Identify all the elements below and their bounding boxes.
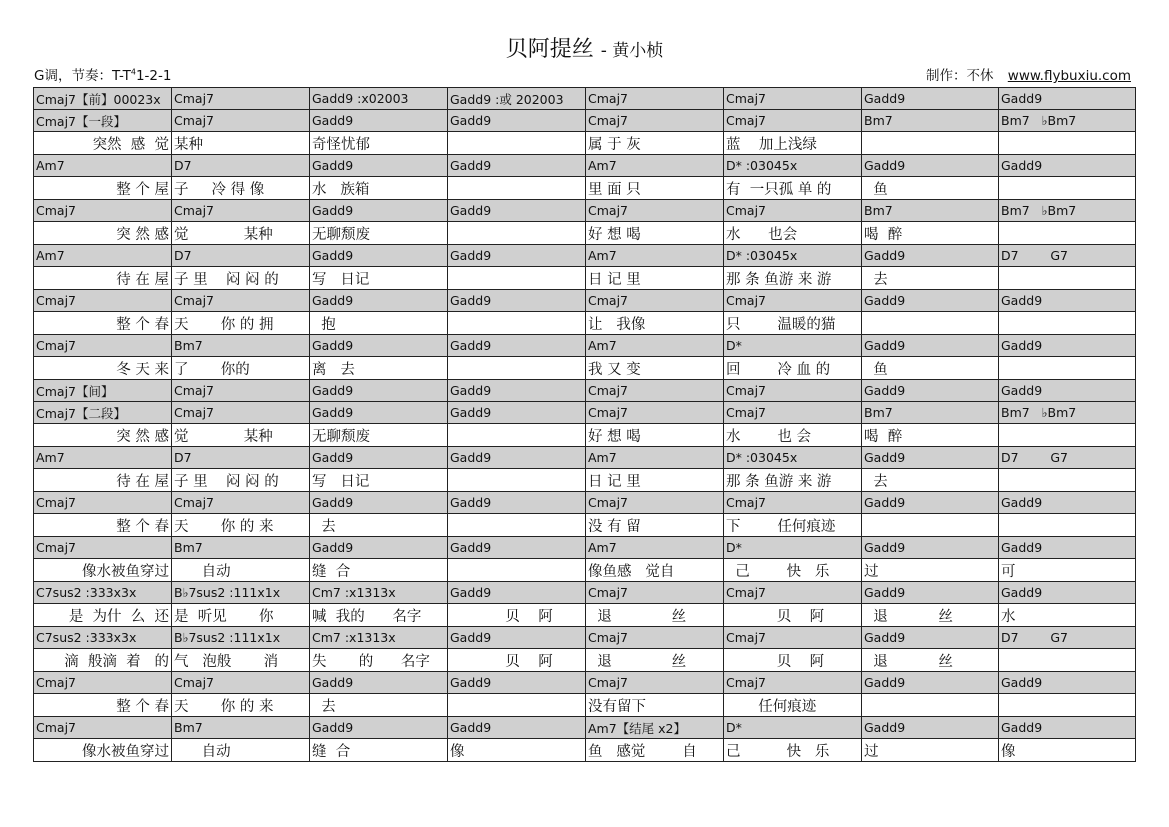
- lyric-cell: 水 也会: [724, 222, 862, 245]
- chord-cell: Bm7: [862, 200, 999, 222]
- lyric-cell: [448, 424, 586, 447]
- lyric-cell: 觉 某种: [172, 222, 310, 245]
- chord-cell: Cmaj7: [724, 627, 862, 649]
- chord-cell: Gadd9: [862, 88, 999, 110]
- chord-row: [34, 110, 1136, 132]
- lyric-cell: [448, 222, 586, 245]
- chord-cell: D7: [172, 155, 310, 177]
- lyric-cell: 鱼: [862, 357, 999, 380]
- chord-cell: Gadd9 :x02003: [310, 88, 448, 110]
- lyric-cell: 蓝 加上浅绿: [724, 132, 862, 155]
- chord-cell: Cmaj7: [34, 492, 172, 514]
- lyric-cell: 去: [310, 514, 448, 537]
- chord-cell: Gadd9: [999, 380, 1136, 402]
- chord-cell: Bm7: [862, 402, 999, 424]
- lyric-row: [34, 357, 1136, 380]
- chord-cell: D* :03045x: [724, 155, 862, 177]
- lyric-cell: 冬 天 来: [34, 357, 172, 380]
- chord-cell: Cmaj7: [724, 492, 862, 514]
- lyric-cell: 整 个 春: [34, 514, 172, 537]
- lyric-cell: 离 去: [310, 357, 448, 380]
- chord-cell: Gadd9: [310, 110, 448, 132]
- chord-cell: Cmaj7: [34, 672, 172, 694]
- lyric-cell: 是 听见 你: [172, 604, 310, 627]
- chord-cell: D* :03045x: [724, 447, 862, 469]
- lyric-row: [34, 267, 1136, 290]
- lyric-cell: 水 也 会: [724, 424, 862, 447]
- chord-cell: Gadd9: [448, 627, 586, 649]
- chord-cell: Gadd9: [448, 717, 586, 739]
- chord-cell: Am7: [586, 537, 724, 559]
- lyric-cell: 贝 阿: [448, 649, 586, 672]
- lyric-row: [34, 649, 1136, 672]
- chord-cell: Gadd9: [448, 200, 586, 222]
- chord-cell: Gadd9: [310, 245, 448, 267]
- chord-cell: Cmaj7: [724, 582, 862, 604]
- lyric-cell: 鱼 感觉 自: [586, 739, 724, 762]
- chord-cell: Am7【结尾 x2】: [586, 717, 724, 739]
- chord-cell: Gadd9: [999, 335, 1136, 357]
- lyric-cell: 那 条 鱼游 来 游: [724, 469, 862, 492]
- lyric-cell: 突 然 感: [34, 222, 172, 245]
- lyric-cell: 下 任何痕迹: [724, 514, 862, 537]
- chord-cell: Cmaj7: [724, 672, 862, 694]
- chord-row: [34, 582, 1136, 604]
- chord-cell: Gadd9: [862, 582, 999, 604]
- key-rhythm-info: [34, 64, 171, 84]
- chord-cell: Gadd9: [862, 380, 999, 402]
- lyric-cell: 整 个 春: [34, 312, 172, 335]
- lyric-cell: 日 记 里: [586, 267, 724, 290]
- lyric-cell: 水: [999, 604, 1136, 627]
- lyric-cell: 抱: [310, 312, 448, 335]
- chord-cell: Cmaj7: [34, 717, 172, 739]
- lyric-cell: 让 我像: [586, 312, 724, 335]
- chord-cell: Am7: [586, 335, 724, 357]
- chord-row: [34, 335, 1136, 357]
- chord-cell: Gadd9: [310, 380, 448, 402]
- chord-cell: Cmaj7【一段】: [34, 110, 172, 132]
- lyric-cell: [448, 267, 586, 290]
- lyric-cell: [448, 559, 586, 582]
- lyric-cell: [448, 312, 586, 335]
- chord-cell: C7sus2 :333x3x: [34, 582, 172, 604]
- chord-cell: Am7: [34, 245, 172, 267]
- lyric-cell: [448, 357, 586, 380]
- lyric-cell: 了 你的: [172, 357, 310, 380]
- chord-cell: B♭7sus2 :111x1x: [172, 582, 310, 604]
- chord-cell: D7 G7: [999, 245, 1136, 267]
- chord-cell: Gadd9: [448, 380, 586, 402]
- lyric-cell: [448, 177, 586, 200]
- chord-cell: Cmaj7: [586, 402, 724, 424]
- lyric-cell: [862, 312, 999, 335]
- chord-cell: Gadd9: [862, 290, 999, 312]
- chord-cell: Gadd9: [999, 88, 1136, 110]
- chord-cell: Gadd9: [999, 155, 1136, 177]
- chord-cell: Gadd9: [999, 492, 1136, 514]
- lyric-cell: 天 你 的 拥: [172, 312, 310, 335]
- lyric-row: [34, 469, 1136, 492]
- lyric-cell: 属 于 灰: [586, 132, 724, 155]
- lyric-cell: [999, 267, 1136, 290]
- lyric-cell: 喊 我的 名字: [310, 604, 448, 627]
- chord-cell: Gadd9: [862, 537, 999, 559]
- lyric-row: [34, 424, 1136, 447]
- chord-cell: Bm7 ♭Bm7: [999, 200, 1136, 222]
- chord-cell: Gadd9: [448, 672, 586, 694]
- lyric-row: [34, 132, 1136, 155]
- chord-cell: Cmaj7: [34, 537, 172, 559]
- lyric-cell: [448, 469, 586, 492]
- chord-cell: B♭7sus2 :111x1x: [172, 627, 310, 649]
- lyric-cell: 有 一只孤 单 的: [724, 177, 862, 200]
- chord-cell: Cm7 :x1313x: [310, 582, 448, 604]
- lyric-cell: [448, 694, 586, 717]
- chord-cell: Cmaj7: [172, 110, 310, 132]
- chord-cell: Gadd9: [310, 290, 448, 312]
- lyric-cell: 无聊颓废: [310, 424, 448, 447]
- chord-cell: Cmaj7: [586, 110, 724, 132]
- lyric-cell: 缝 合: [310, 559, 448, 582]
- lyric-cell: 天 你 的 来: [172, 514, 310, 537]
- chord-cell: Gadd9: [448, 492, 586, 514]
- chord-row: [34, 245, 1136, 267]
- lyric-cell: [999, 469, 1136, 492]
- chord-cell: Cmaj7: [724, 88, 862, 110]
- lyric-cell: 过: [862, 559, 999, 582]
- chord-cell: Am7: [34, 447, 172, 469]
- chord-cell: Gadd9: [862, 447, 999, 469]
- chord-row: [34, 380, 1136, 402]
- lyric-cell: 里 面 只: [586, 177, 724, 200]
- lyric-cell: 可: [999, 559, 1136, 582]
- chord-cell: Cmaj7: [586, 290, 724, 312]
- lyric-cell: 像鱼感 觉自: [586, 559, 724, 582]
- chord-cell: D7 G7: [999, 447, 1136, 469]
- chord-cell: Gadd9: [999, 582, 1136, 604]
- lyric-cell: [999, 514, 1136, 537]
- chord-sheet-table: [33, 87, 1136, 762]
- chord-cell: Bm7 ♭Bm7: [999, 110, 1136, 132]
- lyric-cell: 去: [862, 469, 999, 492]
- lyric-cell: 退 丝: [862, 604, 999, 627]
- chord-cell: Cmaj7: [586, 380, 724, 402]
- lyric-cell: 突然 感 觉: [34, 132, 172, 155]
- lyric-cell: 回 冷 血 的: [724, 357, 862, 380]
- chord-cell: Gadd9: [862, 627, 999, 649]
- key-info: G调，节奏：T-T: [34, 68, 131, 84]
- key-info-sup: 4: [130, 67, 136, 77]
- lyric-cell: 退 丝: [586, 604, 724, 627]
- lyric-cell: [999, 312, 1136, 335]
- chord-cell: Cmaj7: [172, 492, 310, 514]
- chord-cell: Cmaj7【二段】: [34, 402, 172, 424]
- lyric-cell: 贝 阿: [724, 604, 862, 627]
- chord-cell: Gadd9: [310, 402, 448, 424]
- lyric-cell: 待 在 屋: [34, 469, 172, 492]
- chord-cell: Bm7: [172, 537, 310, 559]
- lyric-cell: 奇怪忧郁: [310, 132, 448, 155]
- lyric-cell: 子 里 闷 闷 的: [172, 267, 310, 290]
- chord-row: [34, 537, 1136, 559]
- lyric-row: [34, 559, 1136, 582]
- chord-row: [34, 447, 1136, 469]
- lyric-cell: 滴 般滴 着 的: [34, 649, 172, 672]
- chord-cell: D7: [172, 447, 310, 469]
- lyric-cell: 像水被鱼穿过: [34, 559, 172, 582]
- chord-cell: Gadd9: [862, 245, 999, 267]
- lyric-cell: 写 日记: [310, 469, 448, 492]
- song-title: 贝阿提丝: [505, 37, 594, 62]
- chord-cell: D7: [172, 245, 310, 267]
- lyric-cell: 写 日记: [310, 267, 448, 290]
- chord-cell: D7 G7: [999, 627, 1136, 649]
- lyric-cell: 整 个 春: [34, 694, 172, 717]
- chord-cell: Gadd9: [310, 717, 448, 739]
- chord-cell: Gadd9 :或 202003: [448, 88, 586, 110]
- chord-row: [34, 717, 1136, 739]
- lyric-cell: 只 温暖的猫: [724, 312, 862, 335]
- chord-cell: Gadd9: [310, 335, 448, 357]
- chord-cell: Bm7: [172, 335, 310, 357]
- lyric-cell: 过: [862, 739, 999, 762]
- lyric-row: [34, 694, 1136, 717]
- chord-cell: Gadd9: [310, 155, 448, 177]
- lyric-cell: 贝 阿: [448, 604, 586, 627]
- chord-cell: Gadd9: [310, 672, 448, 694]
- lyric-cell: 好 想 喝: [586, 222, 724, 245]
- credits: [926, 64, 1131, 84]
- lyric-cell: 去: [310, 694, 448, 717]
- chord-cell: Cmaj7: [724, 402, 862, 424]
- chord-cell: Gadd9: [448, 335, 586, 357]
- chord-cell: Gadd9: [999, 672, 1136, 694]
- chord-cell: Cmaj7: [172, 88, 310, 110]
- lyric-cell: 自动: [172, 739, 310, 762]
- lyric-cell: 像: [448, 739, 586, 762]
- chord-row: [34, 88, 1136, 110]
- lyric-cell: 贝 阿: [724, 649, 862, 672]
- chord-cell: Gadd9: [310, 447, 448, 469]
- chord-cell: Gadd9: [862, 672, 999, 694]
- lyric-cell: 子 里 闷 闷 的: [172, 469, 310, 492]
- lyric-cell: 像水被鱼穿过: [34, 739, 172, 762]
- lyric-row: [34, 312, 1136, 335]
- lyric-cell: 好 想 喝: [586, 424, 724, 447]
- lyric-cell: 气 泡般 消: [172, 649, 310, 672]
- chord-cell: Cmaj7【前】00023x: [34, 88, 172, 110]
- lyric-cell: [448, 132, 586, 155]
- chord-cell: D*: [724, 335, 862, 357]
- chord-cell: Cmaj7: [724, 380, 862, 402]
- chord-cell: Gadd9: [448, 245, 586, 267]
- lyric-cell: 鱼: [862, 177, 999, 200]
- chord-row: [34, 672, 1136, 694]
- chord-cell: Gadd9: [448, 290, 586, 312]
- lyric-cell: 是 为什 么 还: [34, 604, 172, 627]
- lyric-cell: [862, 514, 999, 537]
- chord-cell: Gadd9: [862, 492, 999, 514]
- lyric-cell: 水 族箱: [310, 177, 448, 200]
- chord-row: [34, 492, 1136, 514]
- lyric-cell: 整 个 屋: [34, 177, 172, 200]
- chord-cell: Gadd9: [448, 402, 586, 424]
- lyric-row: [34, 739, 1136, 762]
- chord-row: [34, 290, 1136, 312]
- chord-cell: Am7: [34, 155, 172, 177]
- lyric-cell: 去: [862, 267, 999, 290]
- lyric-cell: [999, 222, 1136, 245]
- lyric-row: [34, 222, 1136, 245]
- chord-cell: Cmaj7: [586, 672, 724, 694]
- lyric-cell: [448, 514, 586, 537]
- chord-cell: Cm7 :x1313x: [310, 627, 448, 649]
- chord-cell: Cmaj7: [586, 200, 724, 222]
- chord-cell: Am7: [586, 447, 724, 469]
- chord-cell: Cmaj7: [34, 290, 172, 312]
- chord-cell: Gadd9: [310, 200, 448, 222]
- chord-cell: Bm7: [172, 717, 310, 739]
- chord-row: [34, 155, 1136, 177]
- chord-cell: Gadd9: [999, 290, 1136, 312]
- chord-cell: Cmaj7: [34, 335, 172, 357]
- lyric-cell: [999, 694, 1136, 717]
- lyric-cell: 退 丝: [862, 649, 999, 672]
- chord-cell: Cmaj7: [586, 492, 724, 514]
- lyric-cell: 某种: [172, 132, 310, 155]
- chord-cell: Cmaj7: [586, 582, 724, 604]
- lyric-cell: 喝 醉: [862, 222, 999, 245]
- chord-cell: Gadd9: [448, 155, 586, 177]
- key-info-tail: 1-2-1: [135, 68, 172, 84]
- chord-row: [34, 200, 1136, 222]
- chord-cell: Gadd9: [862, 155, 999, 177]
- chord-cell: Gadd9: [310, 492, 448, 514]
- producer: 制作：不休: [925, 68, 994, 84]
- chord-cell: D*: [724, 537, 862, 559]
- chord-cell: D* :03045x: [724, 245, 862, 267]
- lyric-cell: 没 有 留: [586, 514, 724, 537]
- lyric-cell: 缝 合: [310, 739, 448, 762]
- lyric-cell: 子 冷 得 像: [172, 177, 310, 200]
- artist-name: - 黄小桢: [600, 41, 664, 61]
- lyric-row: [34, 514, 1136, 537]
- chord-cell: Gadd9: [448, 582, 586, 604]
- lyric-cell: [999, 424, 1136, 447]
- chord-cell: Cmaj7: [172, 380, 310, 402]
- lyric-cell: 那 条 鱼游 来 游: [724, 267, 862, 290]
- lyric-cell: [862, 132, 999, 155]
- lyric-cell: [862, 694, 999, 717]
- lyric-cell: 突 然 感: [34, 424, 172, 447]
- chord-cell: Gadd9: [448, 110, 586, 132]
- chord-cell: Gadd9: [862, 335, 999, 357]
- lyric-cell: 我 又 变: [586, 357, 724, 380]
- chord-cell: C7sus2 :333x3x: [34, 627, 172, 649]
- lyric-cell: 无聊颓废: [310, 222, 448, 245]
- chord-cell: Cmaj7: [172, 672, 310, 694]
- lyric-cell: 喝 醉: [862, 424, 999, 447]
- chord-cell: Cmaj7: [586, 88, 724, 110]
- chord-cell: D*: [724, 717, 862, 739]
- lyric-cell: 自动: [172, 559, 310, 582]
- chord-cell: Cmaj7: [172, 200, 310, 222]
- lyric-cell: 任何痕迹: [724, 694, 862, 717]
- song-title-block: [0, 32, 1169, 63]
- website-link[interactable]: www.flybuxiu.com: [1007, 68, 1131, 84]
- lyric-cell: 像: [999, 739, 1136, 762]
- chord-cell: Gadd9: [448, 447, 586, 469]
- lyric-cell: 日 记 里: [586, 469, 724, 492]
- chord-cell: Cmaj7: [586, 627, 724, 649]
- lyric-cell: 失 的 名字: [310, 649, 448, 672]
- chord-cell: Bm7: [862, 110, 999, 132]
- chord-row: [34, 402, 1136, 424]
- lyric-cell: 觉 某种: [172, 424, 310, 447]
- chord-cell: Cmaj7: [172, 402, 310, 424]
- lyric-cell: [999, 132, 1136, 155]
- chord-cell: Cmaj7【间】: [34, 380, 172, 402]
- chord-cell: Cmaj7: [724, 290, 862, 312]
- chord-cell: Cmaj7: [172, 290, 310, 312]
- chord-cell: Gadd9: [862, 717, 999, 739]
- chord-cell: Gadd9: [999, 717, 1136, 739]
- lyric-cell: 没有留下: [586, 694, 724, 717]
- lyric-cell: 天 你 的 来: [172, 694, 310, 717]
- lyric-cell: 退 丝: [586, 649, 724, 672]
- lyric-row: [34, 604, 1136, 627]
- lyric-cell: 待 在 屋: [34, 267, 172, 290]
- lyric-cell: [999, 357, 1136, 380]
- chord-cell: Am7: [586, 245, 724, 267]
- lyric-cell: 己 快 乐: [724, 559, 862, 582]
- chord-cell: Cmaj7: [724, 200, 862, 222]
- lyric-cell: [999, 177, 1136, 200]
- chord-cell: Gadd9: [448, 537, 586, 559]
- lyric-cell: [999, 649, 1136, 672]
- chord-cell: Am7: [586, 155, 724, 177]
- lyric-cell: 己 快 乐: [724, 739, 862, 762]
- chord-row: [34, 627, 1136, 649]
- chord-cell: Gadd9: [310, 537, 448, 559]
- chord-cell: Cmaj7: [724, 110, 862, 132]
- chord-cell: Gadd9: [999, 537, 1136, 559]
- chord-cell: Cmaj7: [34, 200, 172, 222]
- lyric-row: [34, 177, 1136, 200]
- chord-cell: Bm7 ♭Bm7: [999, 402, 1136, 424]
